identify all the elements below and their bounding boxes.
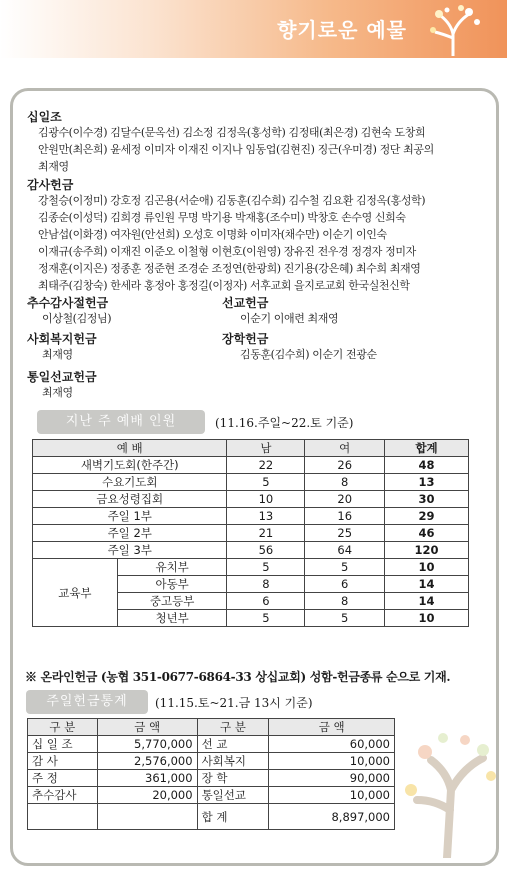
female-count: 5	[305, 559, 385, 576]
tithe-title: 십일조	[27, 110, 62, 124]
total-count: 10	[385, 610, 469, 627]
amount-value: 60,000	[269, 736, 395, 753]
table-row	[28, 753, 395, 770]
male-count: 13	[227, 508, 305, 525]
attendance-pill: 지난 주 예배 인원	[37, 410, 205, 434]
header-banner	[0, 0, 507, 58]
online-offering-notice: ※ 온라인헌금 (농협 351-0677-6864-33 상십교회) 성함-헌금종류 순으로 기재.	[25, 670, 451, 684]
page-title: 향기로운 예물	[277, 18, 407, 42]
category-label: 장 학	[197, 770, 269, 787]
mission-names: 이순기 이애련 최재영	[240, 312, 339, 325]
category-label: 추수감사	[28, 787, 98, 804]
tithe-names	[38, 124, 434, 175]
thanks-line: 김종순(이성덕) 김희경 류인원 무명 박기용 박재홍(조수미) 박창호 손수영 신희숙	[38, 211, 406, 224]
col-male: 남	[227, 440, 305, 457]
male-count: 21	[227, 525, 305, 542]
table-row	[33, 474, 469, 491]
amount-value: 10,000	[269, 787, 395, 804]
amount-value: 2,576,000	[97, 753, 197, 770]
amount-value: 361,000	[97, 770, 197, 787]
col-female: 여	[305, 440, 385, 457]
total-count: 14	[385, 576, 469, 593]
col-amount: 금 액	[97, 719, 197, 736]
unify-title: 통일선교헌금	[27, 370, 97, 384]
autumn-names: 이상철(김정님)	[42, 312, 112, 325]
col-amount: 금 액	[269, 719, 395, 736]
row-label: 아동부	[117, 576, 227, 593]
category-label: 통일선교	[197, 787, 269, 804]
col-category: 구 분	[197, 719, 269, 736]
row-label: 유치부	[117, 559, 227, 576]
category-label	[28, 804, 98, 830]
table-row	[33, 508, 469, 525]
male-count: 8	[227, 576, 305, 593]
tithe-line: 안원만(최은희) 윤세정 이미자 이재진 이지나 임동업(김현진) 징근(우미경) 정단 최공의	[38, 143, 434, 156]
category-label: 십 일 조	[28, 736, 98, 753]
category-label: 주 정	[28, 770, 98, 787]
thanks-line: 강철승(이정미) 강호정 김곤용(서순애) 김동훈(김수희) 김수철 김요환 김정옥(홍성학)	[38, 194, 426, 207]
col-total: 합계	[385, 440, 469, 457]
female-count: 20	[305, 491, 385, 508]
female-count: 25	[305, 525, 385, 542]
category-label: 사회복지	[197, 753, 269, 770]
tithe-line: 김광수(이수경) 김달수(문옥선) 김소정 김정옥(홍성학) 김정태(최은경) 김현숙 도창희	[38, 126, 426, 139]
offering-table	[27, 718, 395, 830]
male-count: 5	[227, 559, 305, 576]
row-label: 주일 1부	[33, 508, 227, 525]
female-count: 8	[305, 593, 385, 610]
thanks-line: 최태주(김창숙) 한세라 홍정아 홍정길(이정자) 서후교회 을지로교회 한국실천신학	[38, 279, 410, 292]
table-row	[33, 457, 469, 474]
attendance-table	[32, 439, 469, 627]
amount-value: 5,770,000	[97, 736, 197, 753]
total-count: 48	[385, 457, 469, 474]
female-count: 16	[305, 508, 385, 525]
female-count: 64	[305, 542, 385, 559]
female-count: 8	[305, 474, 385, 491]
female-count: 26	[305, 457, 385, 474]
total-count: 46	[385, 525, 469, 542]
welfare-names: 최재영	[42, 348, 73, 361]
welfare-title: 사회복지헌금	[27, 332, 97, 346]
thanks-line: 정재훈(이지은) 정종훈 정준현 조경순 조정연(한광희) 진기용(강은혜) 최수희 최재영	[38, 262, 421, 275]
amount-value	[97, 804, 197, 830]
total-count: 120	[385, 542, 469, 559]
unify-names: 최재영	[42, 386, 73, 399]
female-count: 5	[305, 610, 385, 627]
row-label: 수요기도회	[33, 474, 227, 491]
row-label: 금요성령집회	[33, 491, 227, 508]
table-row	[28, 804, 395, 830]
tithe-line: 최재영	[38, 160, 69, 173]
male-count: 6	[227, 593, 305, 610]
thanks-line: 이재규(송주희) 이재진 이준오 이철형 이현호(이원영) 장유진 전우경 정경자 정미자	[38, 245, 416, 258]
row-label: 주일 2부	[33, 525, 227, 542]
thanks-title: 감사헌금	[27, 178, 74, 192]
male-count: 56	[227, 542, 305, 559]
total-count: 30	[385, 491, 469, 508]
scholar-names: 김동훈(김수희) 이순기 전광순	[240, 348, 377, 361]
decorative-tree-icon	[395, 720, 500, 858]
category-label: 감 사	[28, 753, 98, 770]
attendance-period: (11.16.주일~22.토 기준)	[215, 416, 354, 430]
row-label: 청년부	[117, 610, 227, 627]
scholar-title: 장학헌금	[222, 332, 269, 346]
row-label: 새벽기도회(한주간)	[33, 457, 227, 474]
table-row	[28, 736, 395, 753]
row-label: 주일 3부	[33, 542, 227, 559]
table-row	[33, 542, 469, 559]
amount-value: 90,000	[269, 770, 395, 787]
thanks-line: 안남섭(이화경) 여자원(안선희) 오성호 이명화 이미자(채수만) 이순기 이인숙	[38, 228, 387, 241]
category-label: 선 교	[197, 736, 269, 753]
male-count: 10	[227, 491, 305, 508]
autumn-title: 추수감사절헌금	[27, 296, 109, 310]
amount-value: 20,000	[97, 787, 197, 804]
male-count: 22	[227, 457, 305, 474]
total-count: 13	[385, 474, 469, 491]
total-label: 합 계	[197, 804, 269, 830]
table-row	[28, 770, 395, 787]
table-row	[28, 787, 395, 804]
offering-pill: 주일헌금통계	[26, 690, 148, 714]
total-count: 10	[385, 559, 469, 576]
tree-icon	[413, 4, 493, 56]
male-count: 5	[227, 474, 305, 491]
total-amount: 8,897,000	[269, 804, 395, 830]
mission-title: 선교헌금	[222, 296, 269, 310]
table-row	[33, 559, 469, 576]
total-count: 14	[385, 593, 469, 610]
female-count: 6	[305, 576, 385, 593]
male-count: 5	[227, 610, 305, 627]
total-count: 29	[385, 508, 469, 525]
table-row	[33, 491, 469, 508]
thanks-names	[38, 192, 425, 294]
col-category: 구 분	[28, 719, 98, 736]
amount-value: 10,000	[269, 753, 395, 770]
offering-period: (11.15.토~21.금 13시 기준)	[155, 696, 313, 710]
col-worship: 예 배	[33, 440, 227, 457]
edu-label: 교육부	[33, 559, 118, 627]
table-row	[33, 525, 469, 542]
row-label: 중고등부	[117, 593, 227, 610]
